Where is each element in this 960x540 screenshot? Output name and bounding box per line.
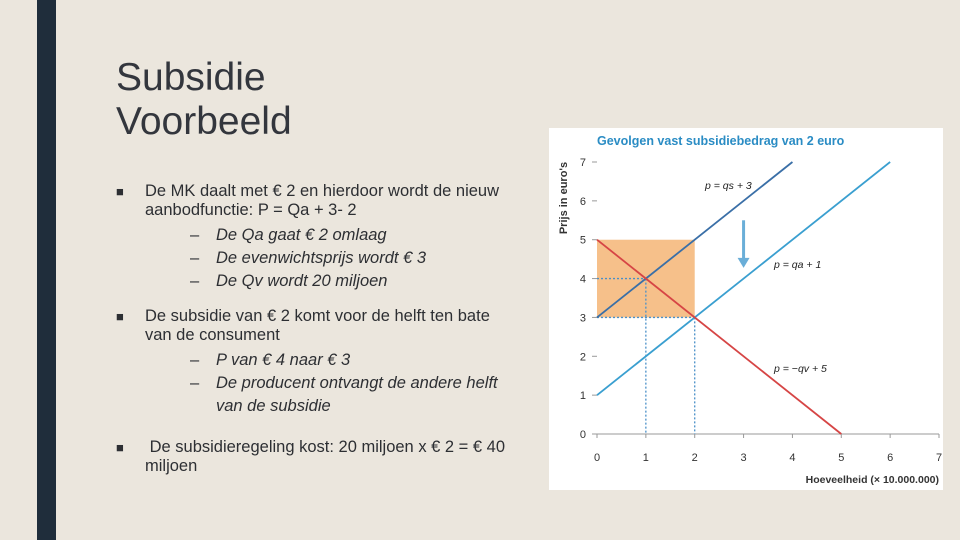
bullet-3 [116,438,510,476]
x-tick-label: 6 [887,452,894,464]
sub-item [145,349,506,372]
sub-item-text: De Qv wordt 20 miljoen [216,272,388,290]
sub-item [145,247,506,270]
dash-icon: – [190,272,200,290]
y-tick-label: 7 [579,157,586,169]
sub-item-text: De evenwichtsprijs wordt € 3 [216,249,427,267]
series-label-3: p = −qv + 5 [774,363,827,375]
x-tick-label: 4 [789,452,796,464]
x-tick-label: 3 [740,452,747,464]
sub-item [145,372,506,418]
y-tick-label: 5 [579,234,586,247]
sub-item [145,224,506,247]
y-tick-label: 3 [579,312,586,325]
bullet-2 [116,307,506,418]
y-tick-label: 6 [579,195,586,208]
title-line-2: Voorbeeld [116,100,292,143]
x-axis-label: Hoeveelheid (× 10.000.000) [805,474,939,486]
bullet-list [116,182,510,476]
sub-item [145,270,506,293]
sub-list [145,349,506,418]
bullet-1 [116,182,506,293]
title-line-1: Subsidie [116,56,266,99]
x-tick-label: 5 [838,452,845,464]
sub-list [145,224,506,293]
side-accent-bar [37,0,56,540]
shift-arrow-icon [738,258,750,268]
x-tick-label: 0 [593,452,601,464]
dash-icon: – [190,351,200,369]
y-tick-label: 4 [579,273,586,286]
bullet-square-icon: ■ [116,309,124,324]
sub-item-text: P van € 4 naar € 3 [216,351,351,369]
y-tick-label: 0 [579,429,586,441]
chart-title: Gevolgen vast subsidiebedrag van 2 euro [597,134,845,148]
slide-title [116,56,292,144]
series-label-2: p = qa + 1 [774,259,822,271]
bullet-square-icon: ■ [116,184,124,199]
y-tick-label: 1 [579,390,586,403]
sub-item-text: De Qa gaat € 2 omlaag [216,226,387,244]
x-tick-label: 2 [691,452,698,464]
series-label-1: p = qs + 3 [705,180,752,192]
subsidy-chart [549,128,943,490]
sub-item-text: De producent ontvangt de andere helft van de subsidie [216,374,498,415]
y-tick-label: 2 [579,351,586,364]
x-tick-label: 1 [642,452,649,464]
subsidy-chart-panel [549,128,943,490]
dash-icon: – [190,226,200,244]
bullet-text: De subsidie van € 2 komt voor de helft ten bate van de consument [145,307,490,344]
y-axis-label: Prijs in euro's [558,161,570,235]
bullet-text: De subsidieregeling kost: 20 miljoen x € 2 = € 40 miljoen [145,438,510,475]
bullet-text: De MK daalt met € 2 en hierdoor wordt de nieuw aanbodfunctie: P = Qa + 3- 2 [145,182,500,219]
bullet-square-icon: ■ [116,440,124,455]
dash-icon: – [190,249,200,267]
dash-icon: – [190,374,200,392]
x-tick-label: 7 [935,452,943,464]
